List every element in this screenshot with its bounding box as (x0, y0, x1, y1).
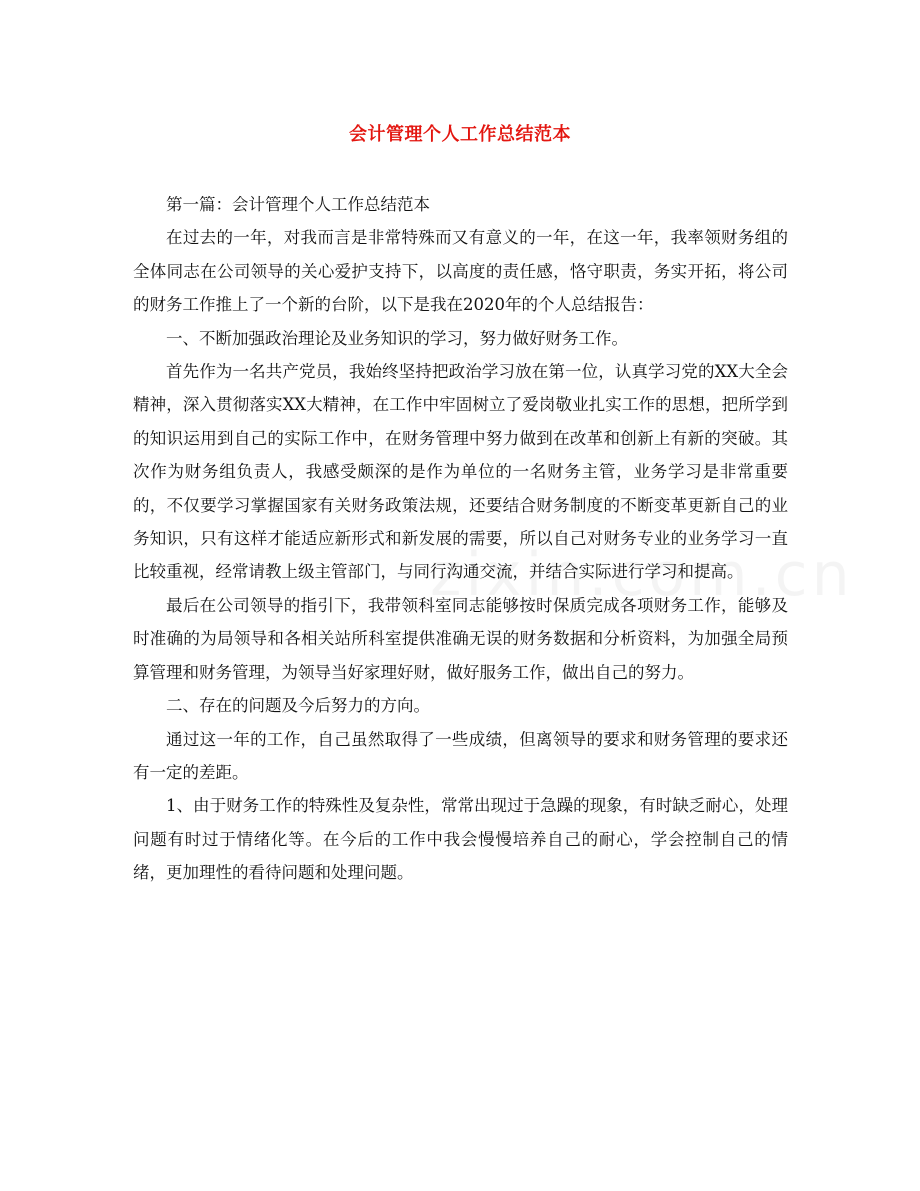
section-heading-study: 一、不断加强政治理论及业务知识的学习，努力做好财务工作。 (166, 328, 628, 348)
paragraph-gap: 通过这一年的工作，自己虽然取得了一些成绩，但离领导的要求和财务管理的要求还有一定的差距。 (133, 729, 788, 782)
document-body (133, 188, 788, 890)
paragraph-problem-1: 1、由于财务工作的特殊性及复杂性，常常出现过于急躁的现象，有时缺乏耐心，处理问题有时过于情绪化等。在今后的工作中我会慢慢培养自己的耐心，学会控制自己的情绪，更加理性的看待问题和处理问题。 (133, 796, 788, 883)
paragraph-work: 最后在公司领导的指引下，我带领科室同志能够按时保质完成各项财务工作，能够及时准确的为局领导和各相关站所科室提供准确无误的财务数据和分析资料，为加强全局预算管理和财务管理，为领导当好家理好财，做好服务工作，做出自己的努力。 (133, 595, 788, 682)
section-heading-problems: 二、存在的问题及今后努力的方向。 (166, 696, 430, 716)
paragraph-intro: 在过去的一年，对我而言是非常特殊而又有意义的一年，在这一年，我率领财务组的全体同志在公司领导的关心爱护支持下，以高度的责任感，恪守职责，务实开拓，将公司的财务工作推上了一个新的台阶，以下是我在2020年的个人总结报告： (133, 228, 788, 315)
section-heading-first-article: 第一篇：会计管理个人工作总结范本 (166, 195, 430, 214)
document-title: 会计管理个人工作总结范本 (349, 124, 571, 145)
paragraph-study: 首先作为一名共产党员，我始终坚持把政治学习放在第一位，认真学习党的XX大全会精神，深入贯彻落实XX大精神，在工作中牢固树立了爱岗敬业扎实工作的思想，把所学到的知识运用到自己的实际工作中，在财务管理中努力做到在改革和创新上有新的突破。其次作为财务组负责人，我感受颇深的是作为单位的一名财务主管，业务学习是非常重要的，不仅要学习掌握国家有关财务政策法规，还要结合财务制度的不断变革更新自己的业务知识，只有这样才能适应新形式和新发展的需要，所以自己对财务专业的业务学习一直比较重视，经常请教上级主管部门，与同行沟通交流，并结合实际进行学习和提高。 (133, 362, 788, 582)
